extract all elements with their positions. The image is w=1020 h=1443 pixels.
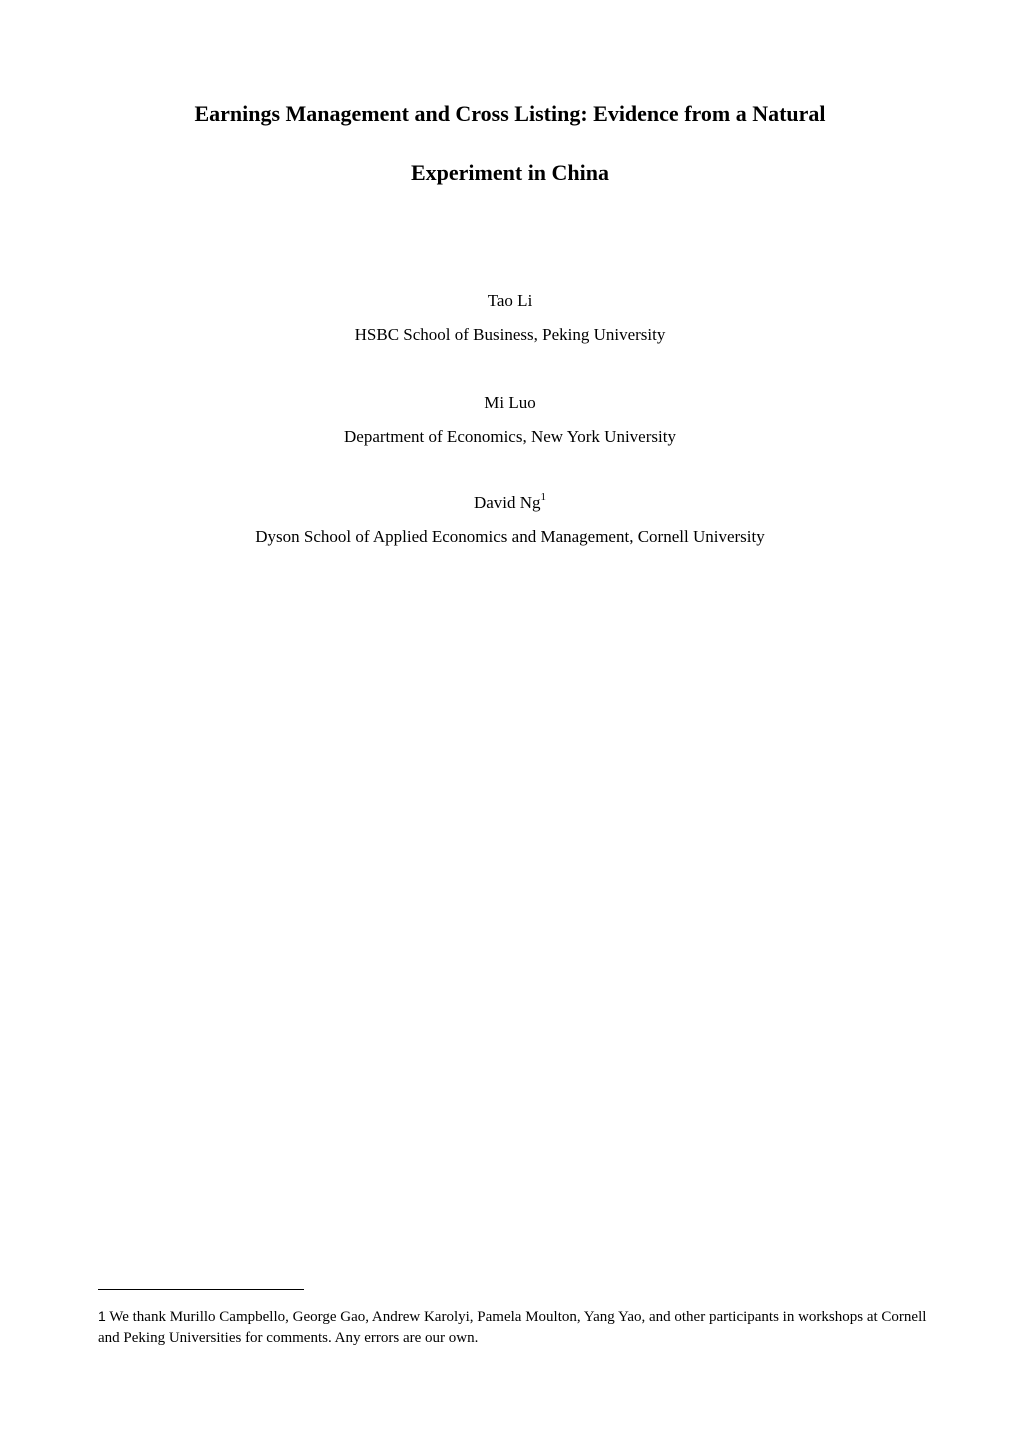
- paper-title-line-1: Earnings Management and Cross Listing: Evidence from a Natural: [194, 101, 826, 126]
- footnote-separator: [98, 1289, 304, 1290]
- paper-title-line-2: Experiment in China: [410, 160, 610, 185]
- author-block-tao-li: [0, 291, 1020, 345]
- footnote-number: 1: [98, 1308, 106, 1324]
- footnote-text: We thank Murillo Campbello, George Gao, Andrew Karolyi, Pamela Moulton, Yang Yao, and other participants in workshops at Cornell and Peking Universities for comments. Any errors are our own.: [98, 1309, 927, 1346]
- footnote: [98, 1306, 928, 1349]
- author-name-with-footnote: [0, 493, 1020, 513]
- author-block-mi-luo: [0, 393, 1020, 447]
- author-name: Mi Luo: [484, 393, 536, 412]
- author-affiliation: Department of Economics, New York University: [344, 427, 676, 446]
- author-affiliation: Dyson School of Applied Economics and Management, Cornell University: [255, 527, 765, 546]
- author-affiliation: HSBC School of Business, Peking University: [354, 325, 666, 344]
- footnote-marker[interactable]: 1: [540, 491, 547, 504]
- author-name: David Ng: [473, 493, 541, 512]
- author-block-david-ng: [0, 493, 1020, 547]
- author-name: Tao Li: [487, 291, 533, 310]
